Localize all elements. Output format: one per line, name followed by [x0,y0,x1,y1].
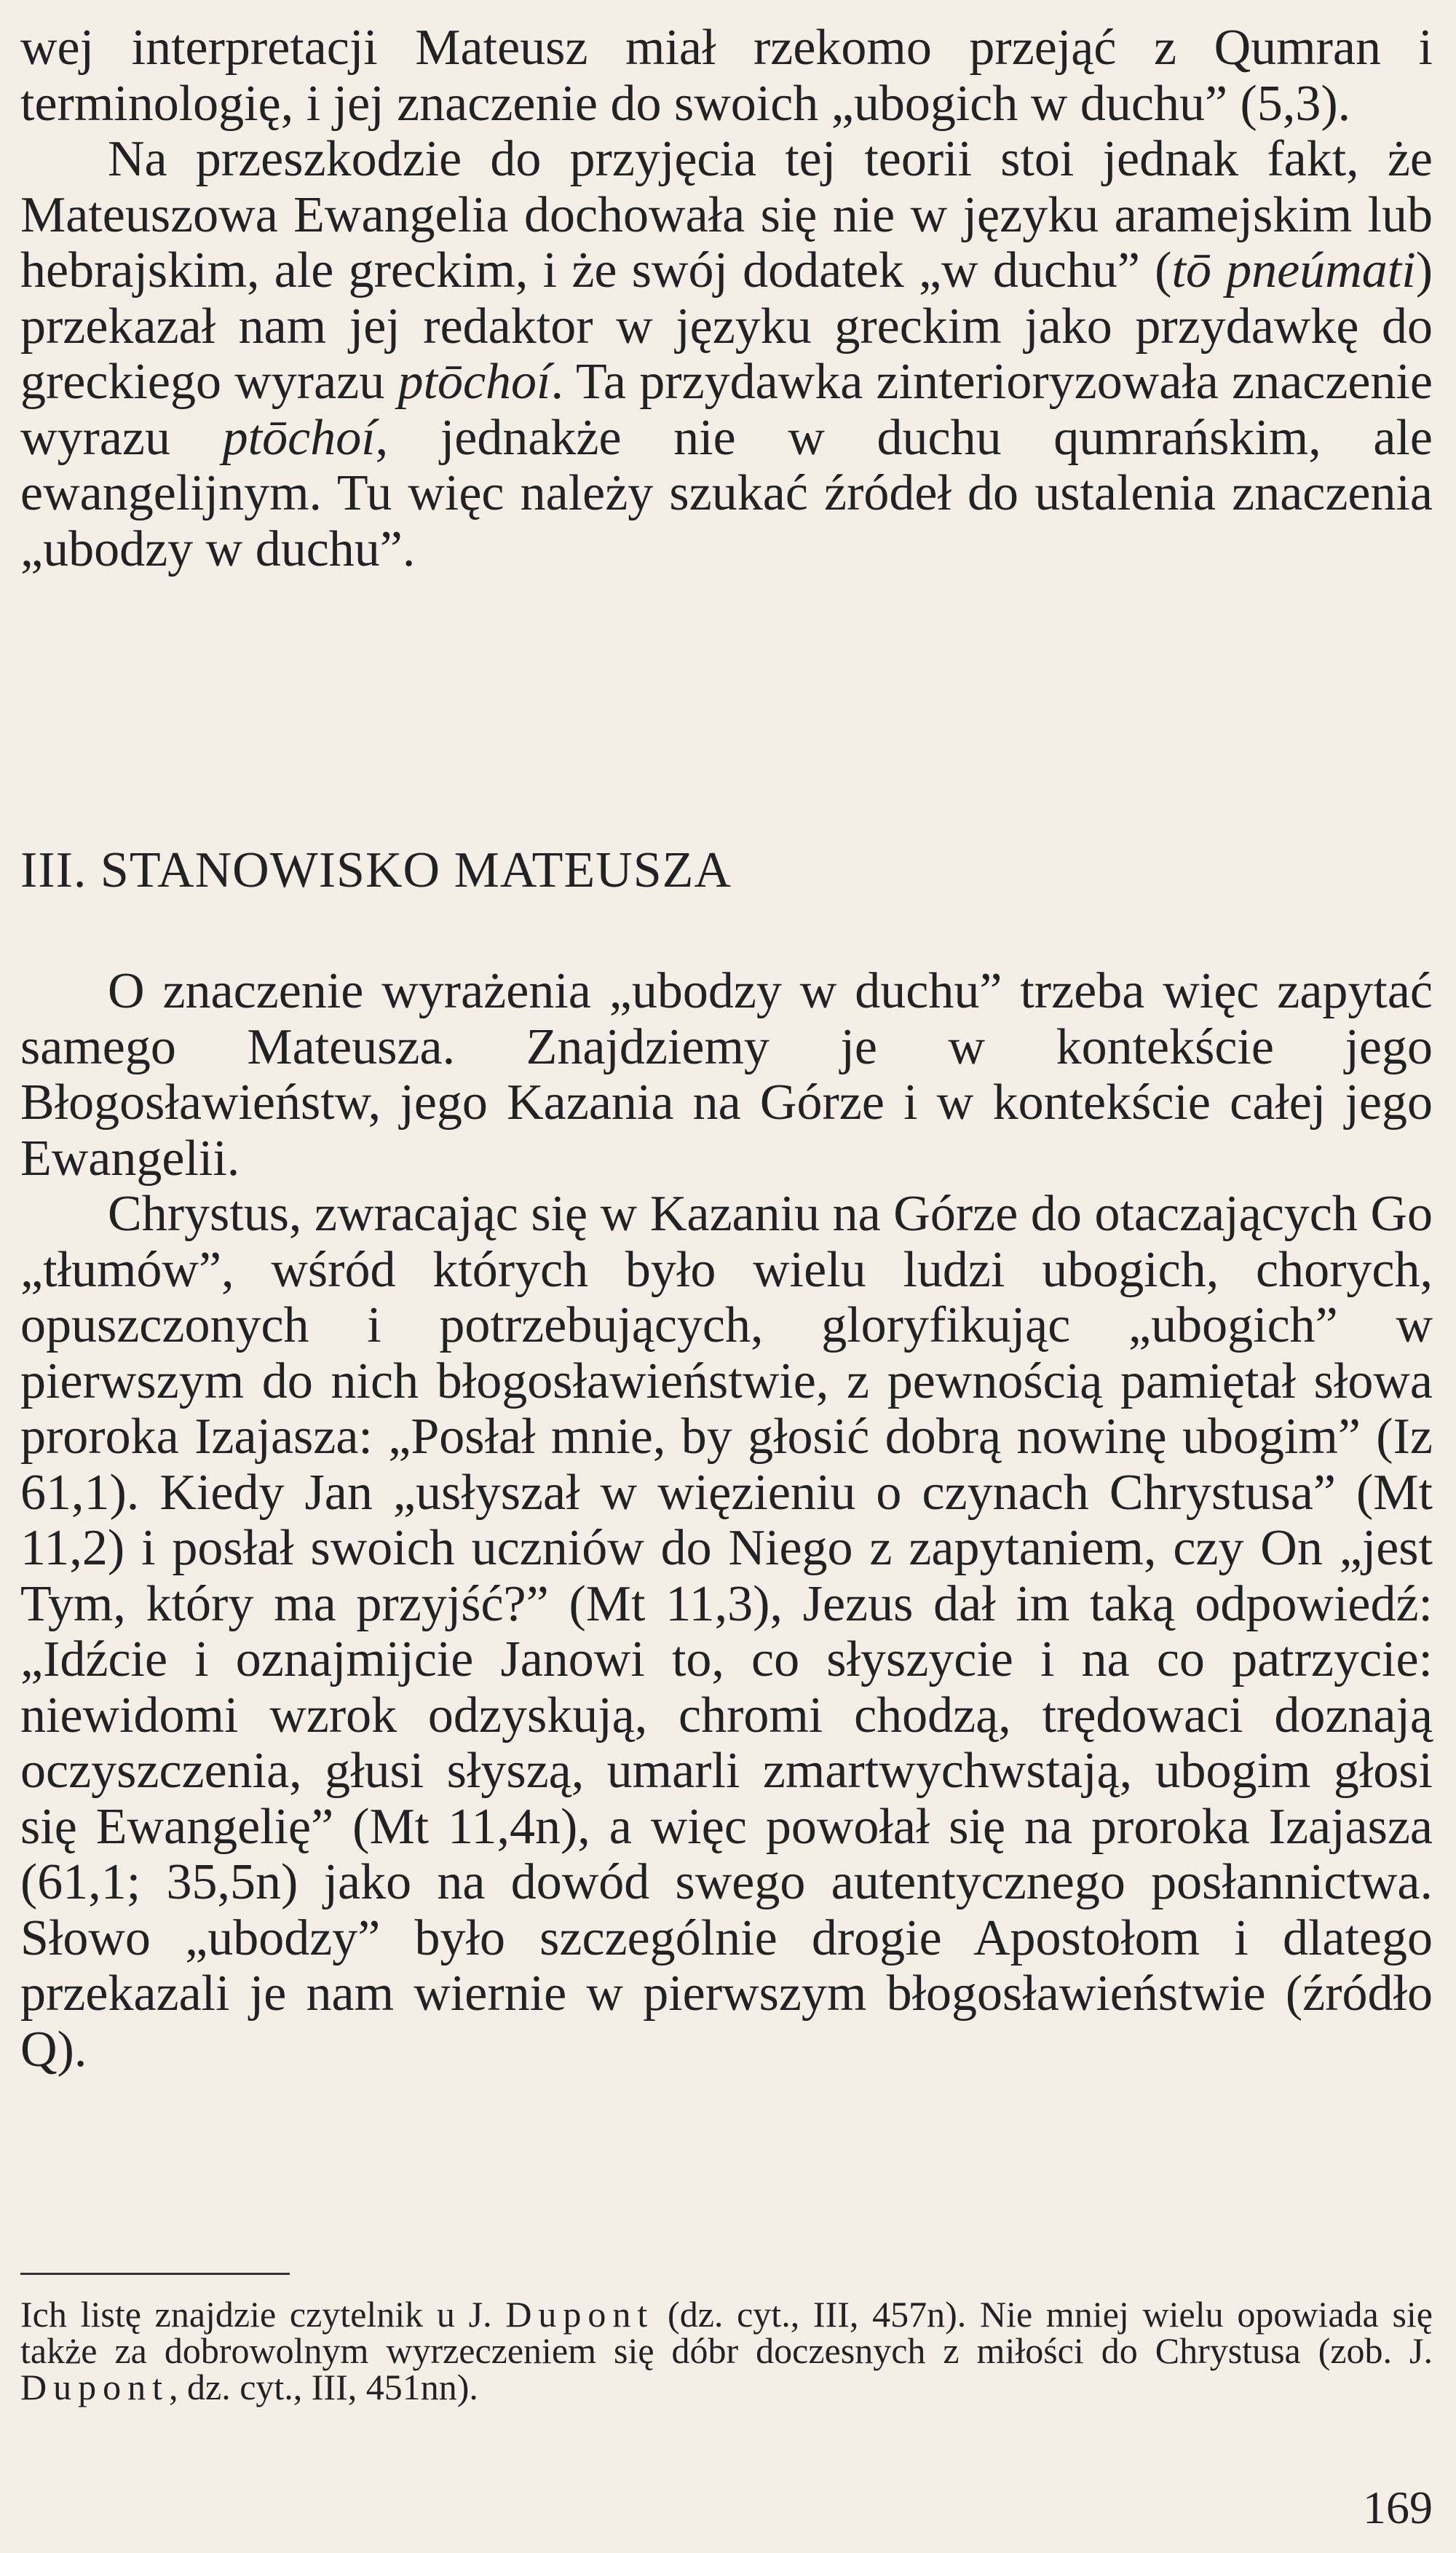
footnote-divider [20,2273,290,2275]
paragraph-greek-argument [20,132,1433,577]
page-number: 169 [1363,2482,1433,2533]
text-run: , jednakże nie w duchu qumrańskim, ale ewangelijnym. Tu więc należy szukać źródeł do ustalenia znaczenia „ubodzy w duchu”. [20,409,1433,577]
section-heading: III. STANOWISKO MATEUSZA [20,842,732,898]
footnote [20,2296,1433,2405]
text-run: , dz. cyt., III, 451nn). [169,2367,478,2407]
text-run: . Ta przydawka zinterioryzowała znaczenie wyrazu [20,354,1433,466]
paragraph-question: O znaczenie wyrażenia „ubodzy w duchu” trzeba więc zapytać samego Mateusza. Znajdziemy je w kontekście jego Błogosławieństw, jego Kazania na Górze i w kontekście całej jego Ewangelii. [20,963,1433,1187]
text-run: ) przekazał nam jej redaktor w języku greckim jako przydawkę do greckiego wyrazu [20,242,1433,410]
greek-term: ptōchoí [222,409,376,466]
section-matthew [20,964,1433,2078]
text-run: Na przeszkodzie do przyjęcia tej teorii stoi jednak fakt, że Mateuszowa Ewangelia dochowała się nie w języku aramejskim lub hebrajskim, ale greckim, i że swój dodatek „w duchu” ( [20,131,1433,298]
greek-term: tō pneúmati [1171,242,1416,298]
author-name: Dupont [505,2294,654,2335]
text-run: (dz. cyt., III, 457n). Nie mniej wielu opowiada się także za dobrowolnym wyrzeczeniem się dóbr doczesnych z miłości do Chrystusa (zob. J. [20,2294,1433,2371]
section-intro [20,20,1433,577]
text-run: Ich listę znajdzie czytelnik u J. [20,2294,506,2335]
book-page [20,20,1433,2532]
author-name: Dupont [20,2367,169,2407]
greek-term: ptōchoí [397,354,551,410]
paragraph-christ: Chrystus, zwracając się w Kazaniu na Górze do otaczających Go „tłumów”, wśród których było wielu ludzi ubogich, chorych, opuszczonych i potrzebujących, gloryfikując „ubogich” w pierwszym do nich błogosławieństwie, z pewnością pamiętał słowa proroka Izajasza: „Posłał mnie, by głosić dobrą nowinę ubogim” (Iz 61,1). Kiedy Jan „usłyszał w więzieniu o czynach Chrystusa” (Mt 11,2) i posłał swoich uczniów do Niego z zapytaniem, czy On „jest Tym, który ma przyjść?” (Mt 11,3), Jezus dał im taką odpowiedź: „Idźcie i oznajmijcie Janowi to, co słyszycie i na co patrzycie: niewidomi wzrok odzyskują, chromi chodzą, trędowaci doznają oczyszczenia, głusi słyszą, umarli zmartwychwstają, ubogim głosi się Ewangelię” (Mt 11,4n), a więc powołał się na proroka Izajasza (61,1; 35,5n) jako na dowód swego autentycznego posłannictwa. Słowo „ubodzy” było szczególnie drogie Apostołom i dlatego przekazali je nam wiernie w pierwszym błogosławieństwie (źródło Q). [20,1186,1433,2078]
paragraph-continued: wej interpretacji Mateusz miał rzekomo przejąć z Qumran i terminologię, i jej znaczenie do swoich „ubogich w duchu” (5,3). [20,20,1433,132]
